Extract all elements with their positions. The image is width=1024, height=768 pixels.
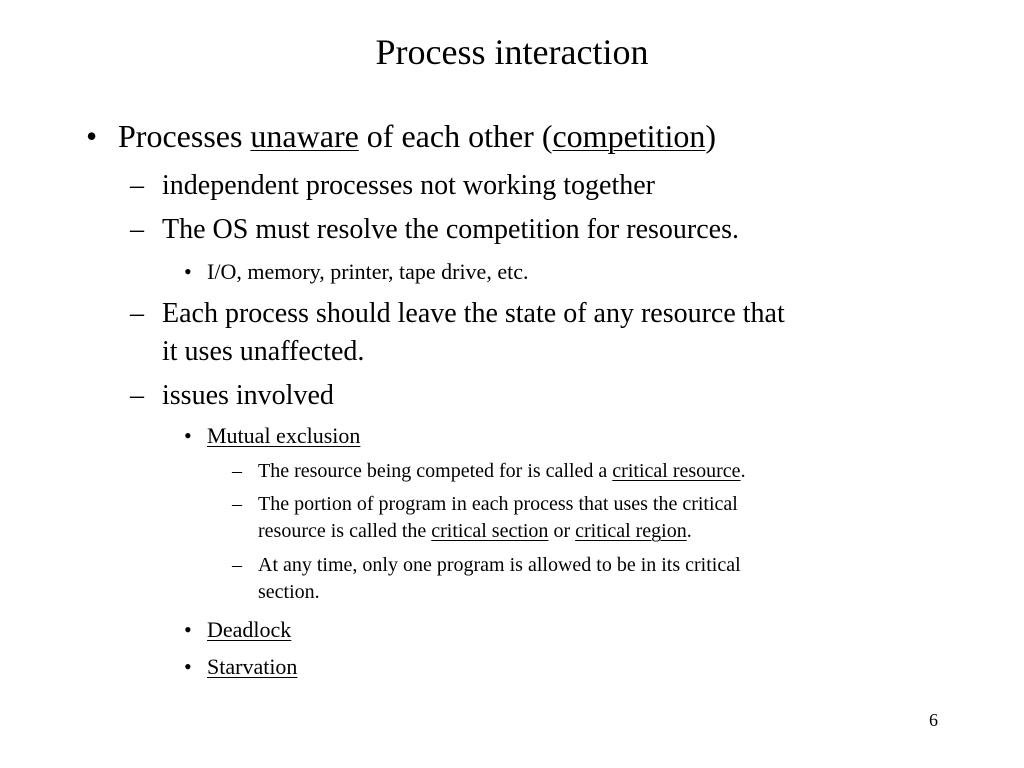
detail-critical-section-line2 (258, 518, 692, 545)
underlined-term-critical-resource: critical resource (612, 460, 741, 482)
detail-text: or (548, 520, 576, 542)
bullet-marker: • (86, 118, 98, 154)
dash-marker: – (130, 298, 144, 329)
dash-marker: – (232, 493, 242, 515)
bullet-text: of each other ( (358, 118, 553, 154)
dash-marker: – (130, 170, 144, 201)
detail-critical-resource (258, 458, 746, 485)
detail-one-program-line2: section. (258, 581, 320, 603)
underlined-term-critical-region: critical region (575, 520, 687, 542)
dash-marker: – (130, 214, 144, 245)
detail-text: . (686, 520, 692, 542)
bullet-marker: • (184, 617, 192, 642)
issue-mutual-exclusion: Mutual exclusion (207, 423, 361, 448)
bullet-text: Processes (118, 118, 251, 154)
underlined-term-unaware: unaware (250, 118, 359, 154)
underlined-term-competition: competition (552, 118, 706, 154)
bullet-marker: • (184, 654, 192, 679)
detail-text: . (740, 460, 746, 482)
underlined-term-critical-section: critical section (431, 520, 549, 542)
sub-item-leave-state-line2: it uses unaffected. (162, 336, 365, 367)
sub-item-leave-state-line1: Each process should leave the state of any resource that (162, 298, 785, 329)
detail-text: The resource being competed for is called a (258, 460, 613, 482)
sub-item-independent-processes: independent processes not working together (162, 170, 655, 201)
dash-marker: – (130, 380, 144, 411)
bullet-marker: • (184, 423, 192, 448)
page-number: 6 (929, 710, 938, 730)
sub-item-os-resolves-competition: The OS must resolve the competition for resources. (162, 214, 739, 245)
detail-one-program-line1: At any time, only one program is allowed to be in its critical (258, 554, 741, 576)
slide-title: Process interaction (375, 32, 649, 72)
issue-starvation: Starvation (207, 654, 298, 679)
bullet-marker: • (184, 259, 192, 284)
bullet-text: ) (705, 118, 716, 154)
dash-marker: – (232, 460, 242, 482)
sub-sub-item-resources-list: I/O, memory, printer, tape drive, etc. (207, 259, 529, 284)
sub-item-issues-involved: issues involved (162, 380, 334, 411)
dash-marker: – (232, 554, 242, 576)
issue-deadlock: Deadlock (207, 617, 292, 642)
detail-text: resource is called the (258, 520, 432, 542)
detail-critical-section-line1: The portion of program in each process that uses the critical (258, 493, 738, 515)
bullet-processes-unaware (118, 118, 716, 154)
